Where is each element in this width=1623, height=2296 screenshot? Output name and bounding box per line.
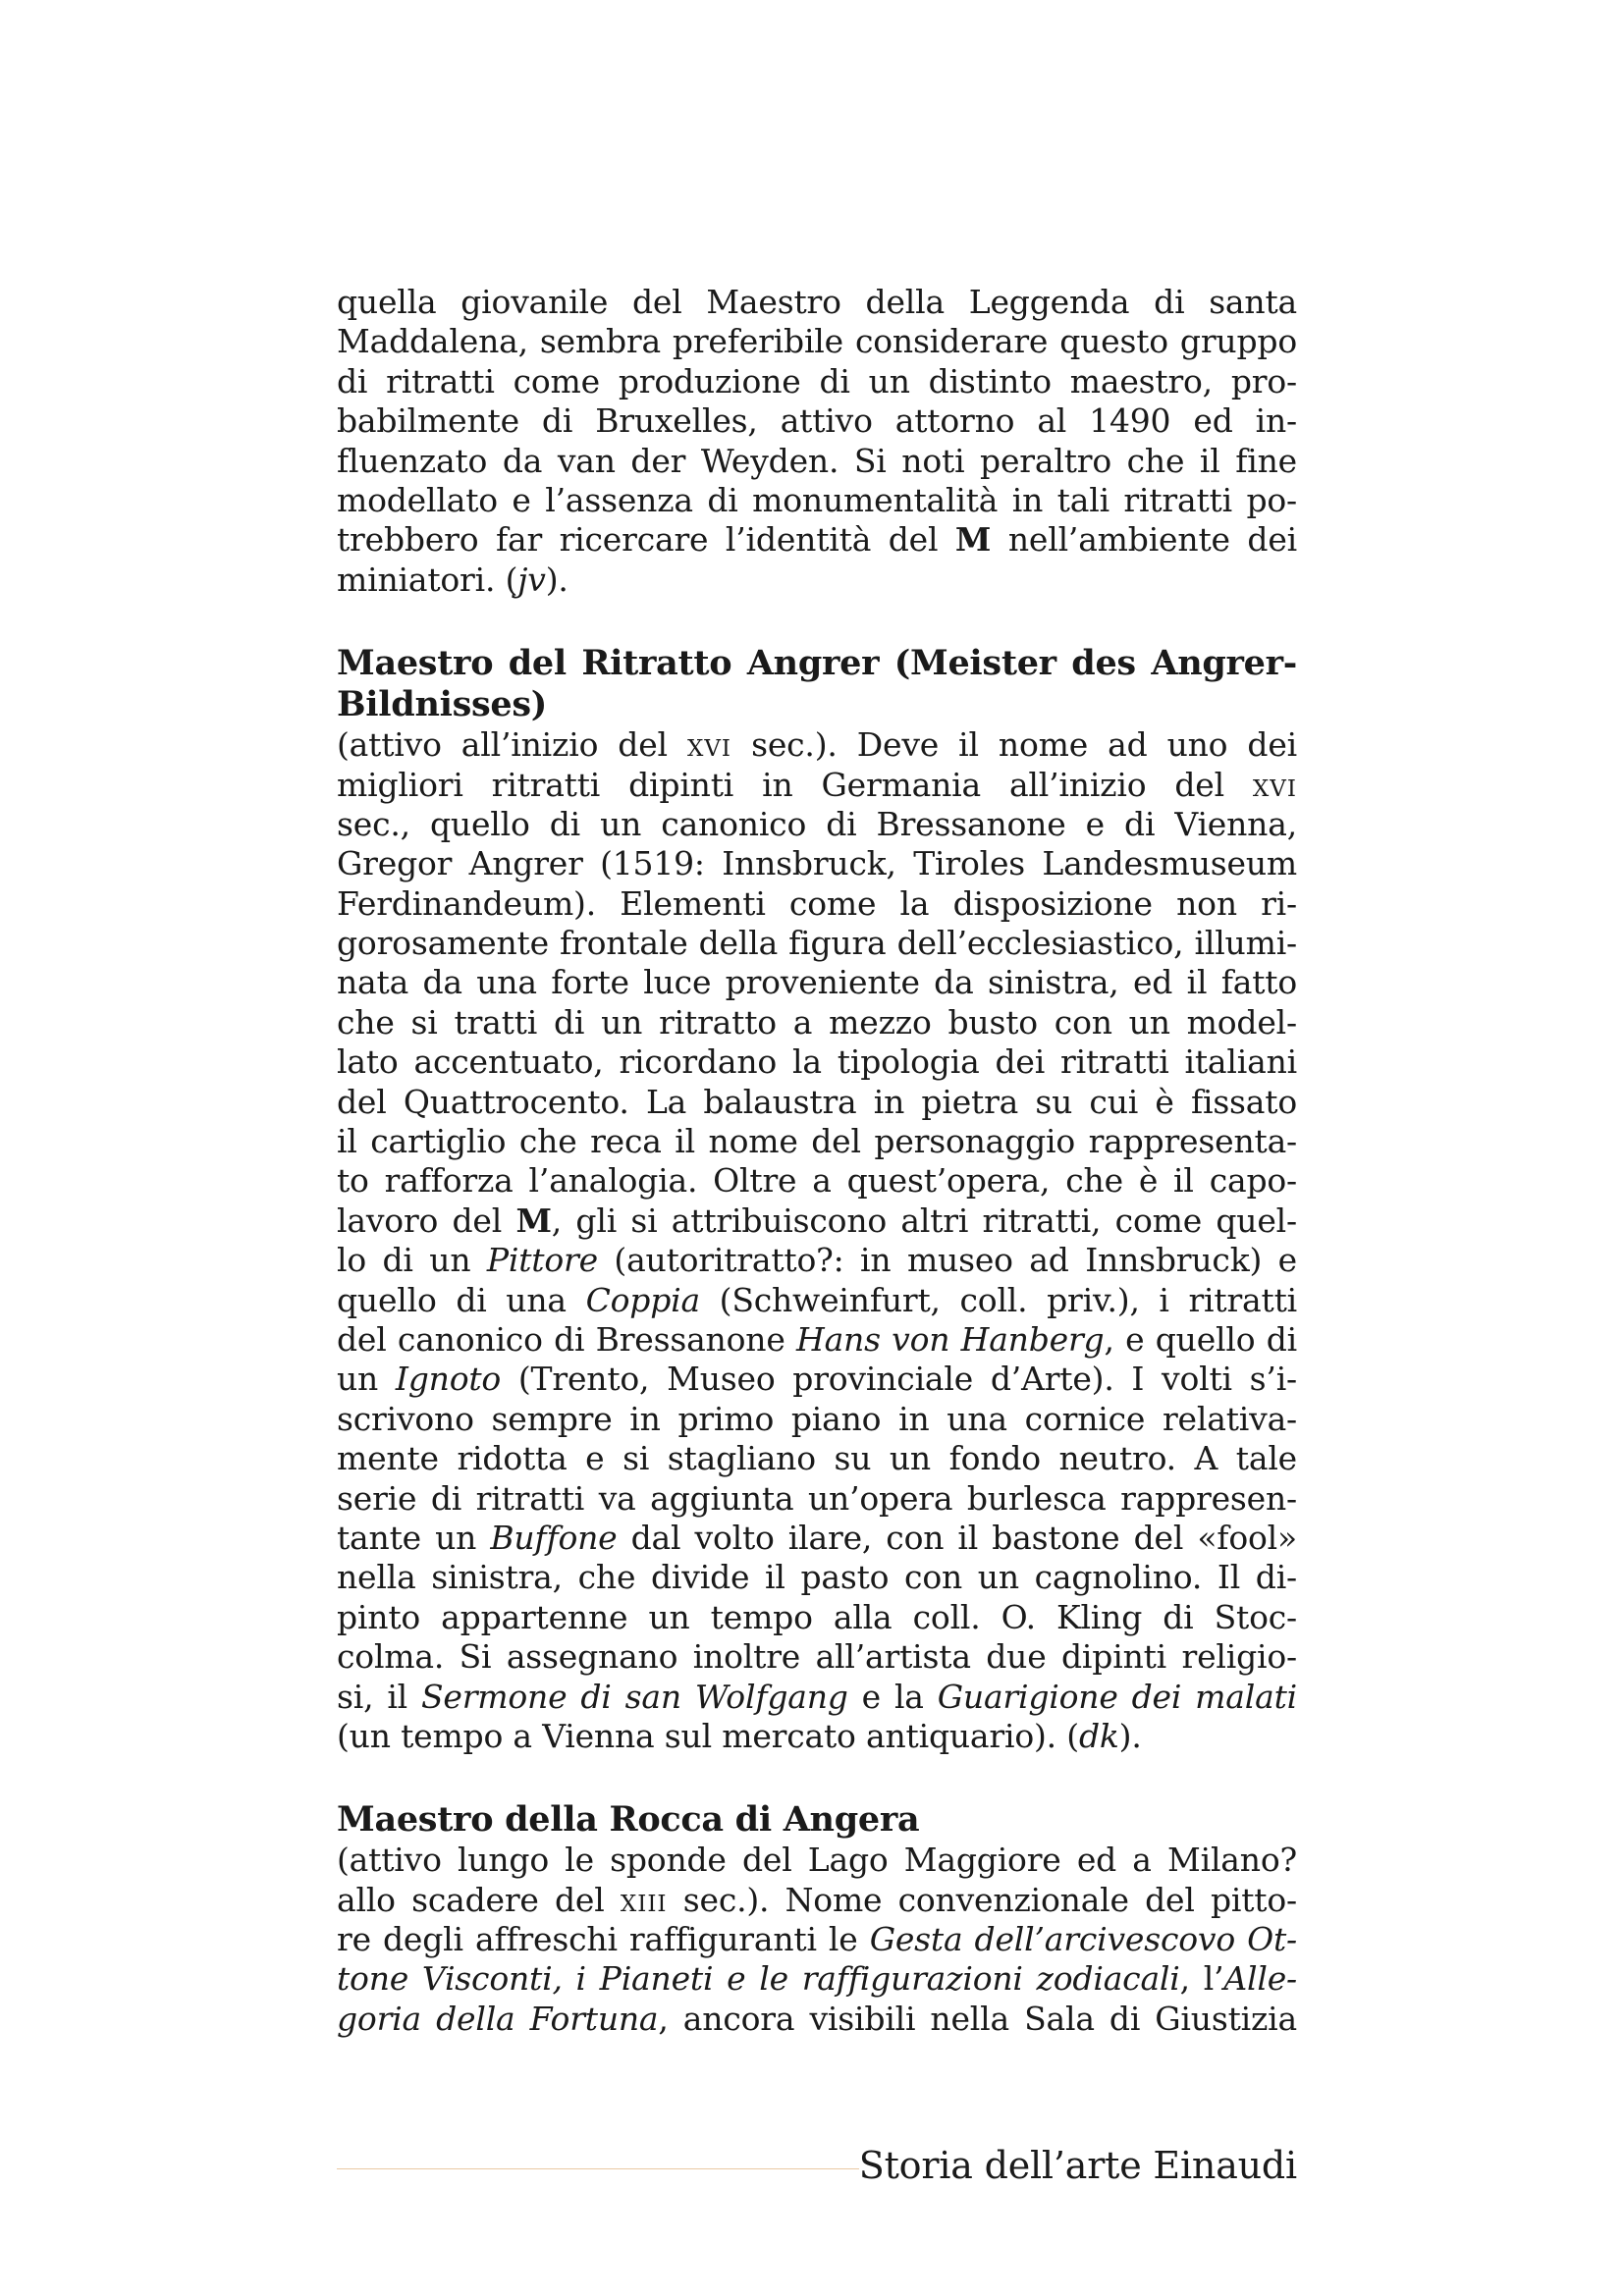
text-line: pinto appartenne un tempo alla coll. O. Kling di Stoc- (337, 1597, 1297, 1636)
text-line: lato accentuato, ricordano la tipologia dei ritratti italiani (337, 1042, 1297, 1082)
text-line: scrivono sempre in primo piano in una cornice relativa- (337, 1399, 1297, 1438)
text-line: Ferdinandeum). Elementi come la disposizione non ri- (337, 883, 1297, 923)
text-line: serie di ritratti va aggiunta un’opera burlesca rappresen- (337, 1478, 1297, 1518)
text-line: quella giovanile del Maestro della Leggenda di santa (337, 283, 1297, 321)
text-line: miniatori. (jv). (337, 560, 568, 599)
entry-heading: Bildnisses) (337, 684, 548, 725)
text-line: un Ignoto (Trento, Museo provinciale d’Arte). I volti s’i- (337, 1360, 1297, 1399)
text-line: colma. Si assegnano inoltre all’artista due dipinti religio- (337, 1637, 1297, 1677)
text-line: to rafforza l’analogia. Oltre a quest’opera, che è il capo- (337, 1161, 1297, 1201)
text-line: re degli affreschi raffiguranti le Gesta dell’arcivescovo Ot- (337, 1920, 1297, 1959)
text-line: che si tratti di un ritratto a mezzo busto con un model- (337, 1002, 1297, 1041)
text-line: Maddalena, sembra preferibile considerare questo gruppo (337, 322, 1297, 361)
text-line: fluenzato da van der Weyden. Si noti peraltro che il fine (337, 441, 1297, 480)
author-initials: jv (517, 560, 546, 599)
footer-title: Storia dell’arte Einaudi (858, 2144, 1297, 2187)
text-line: (un tempo a Vienna sul mercato antiquario). (dk). (337, 1716, 1142, 1755)
footer-rule (337, 2168, 859, 2169)
text-line: nella sinistra, che divide il pasto con un cagnolino. Il di- (337, 1558, 1297, 1597)
text-line: allo scadere del xiii sec.). Nome convenzionale del pitto- (337, 1880, 1297, 1919)
subject-abbrev: M (954, 520, 992, 560)
entry-heading: Maestro del Ritratto Angrer (Meister des Angrer- (337, 643, 1297, 684)
entry-heading: Maestro della Rocca di Angera (337, 1799, 920, 1841)
text-line: tone Visconti, i Pianeti e le raffigurazioni zodiacali, l’Alle- (337, 1959, 1297, 1999)
text-line: del Quattrocento. La balaustra in pietra su cui è fissato (337, 1082, 1297, 1121)
text-line: trebbero far ricercare l’identità del M nell’ambiente dei (337, 520, 1298, 560)
text-line: si, il Sermone di san Wolfgang e la Guarigione dei malati (337, 1677, 1297, 1716)
text-line: nata da una forte luce proveniente da sinistra, ed il fatto (337, 963, 1297, 1002)
text-line: tante un Buffone dal volto ilare, con il bastone del «fool» (337, 1518, 1298, 1557)
page-footer (337, 2141, 1297, 2190)
text-line: babilmente di Bruxelles, attivo attorno al 1490 ed in- (337, 401, 1297, 441)
text-line: migliori ritratti dipinti in Germania all’inizio del xvi (337, 765, 1297, 804)
page-body (337, 283, 1297, 2039)
text-line: (attivo all’inizio del xvi sec.). Deve il nome ad uno dei (337, 725, 1298, 765)
text-line: del canonico di Bressanone Hans von Hanberg, e quello di (337, 1319, 1298, 1359)
entry-continued (337, 283, 1297, 600)
text-line: lo di un Pittore (autoritratto?: in museo ad Innsbruck) e (337, 1241, 1297, 1280)
text-line: quello di una Coppia (Schweinfurt, coll. priv.), i ritratti (337, 1280, 1297, 1319)
text-line: modellato e l’assenza di monumentalità in tali ritratti po- (337, 480, 1297, 519)
author-initials: dk (1078, 1716, 1119, 1755)
text-line: (attivo lungo le sponde del Lago Maggiore ed a Milano? (337, 1841, 1297, 1880)
text-line: di ritratti come produzione di un distinto maestro, pro- (337, 361, 1297, 400)
text-line: mente ridotta e si stagliano su un fondo neutro. A tale (337, 1439, 1297, 1478)
text-line: il cartiglio che reca il nome del personaggio rappresenta- (337, 1122, 1297, 1161)
text-line: sec., quello di un canonico di Bressanone e di Vienna, (337, 804, 1297, 843)
text-line: goria della Fortuna, ancora visibili nella Sala di Giustizia (337, 1999, 1298, 2038)
text-line: gorosamente frontale della figura dell’ecclesiastico, illumi- (337, 924, 1297, 963)
entry-angera (337, 1799, 1297, 2039)
entry-angrer (337, 643, 1297, 1756)
text-line: lavoro del M, gli si attribuiscono altri ritratti, come quel- (337, 1201, 1297, 1240)
text-line: Gregor Angrer (1519: Innsbruck, Tiroles Landesmuseum (337, 844, 1297, 883)
